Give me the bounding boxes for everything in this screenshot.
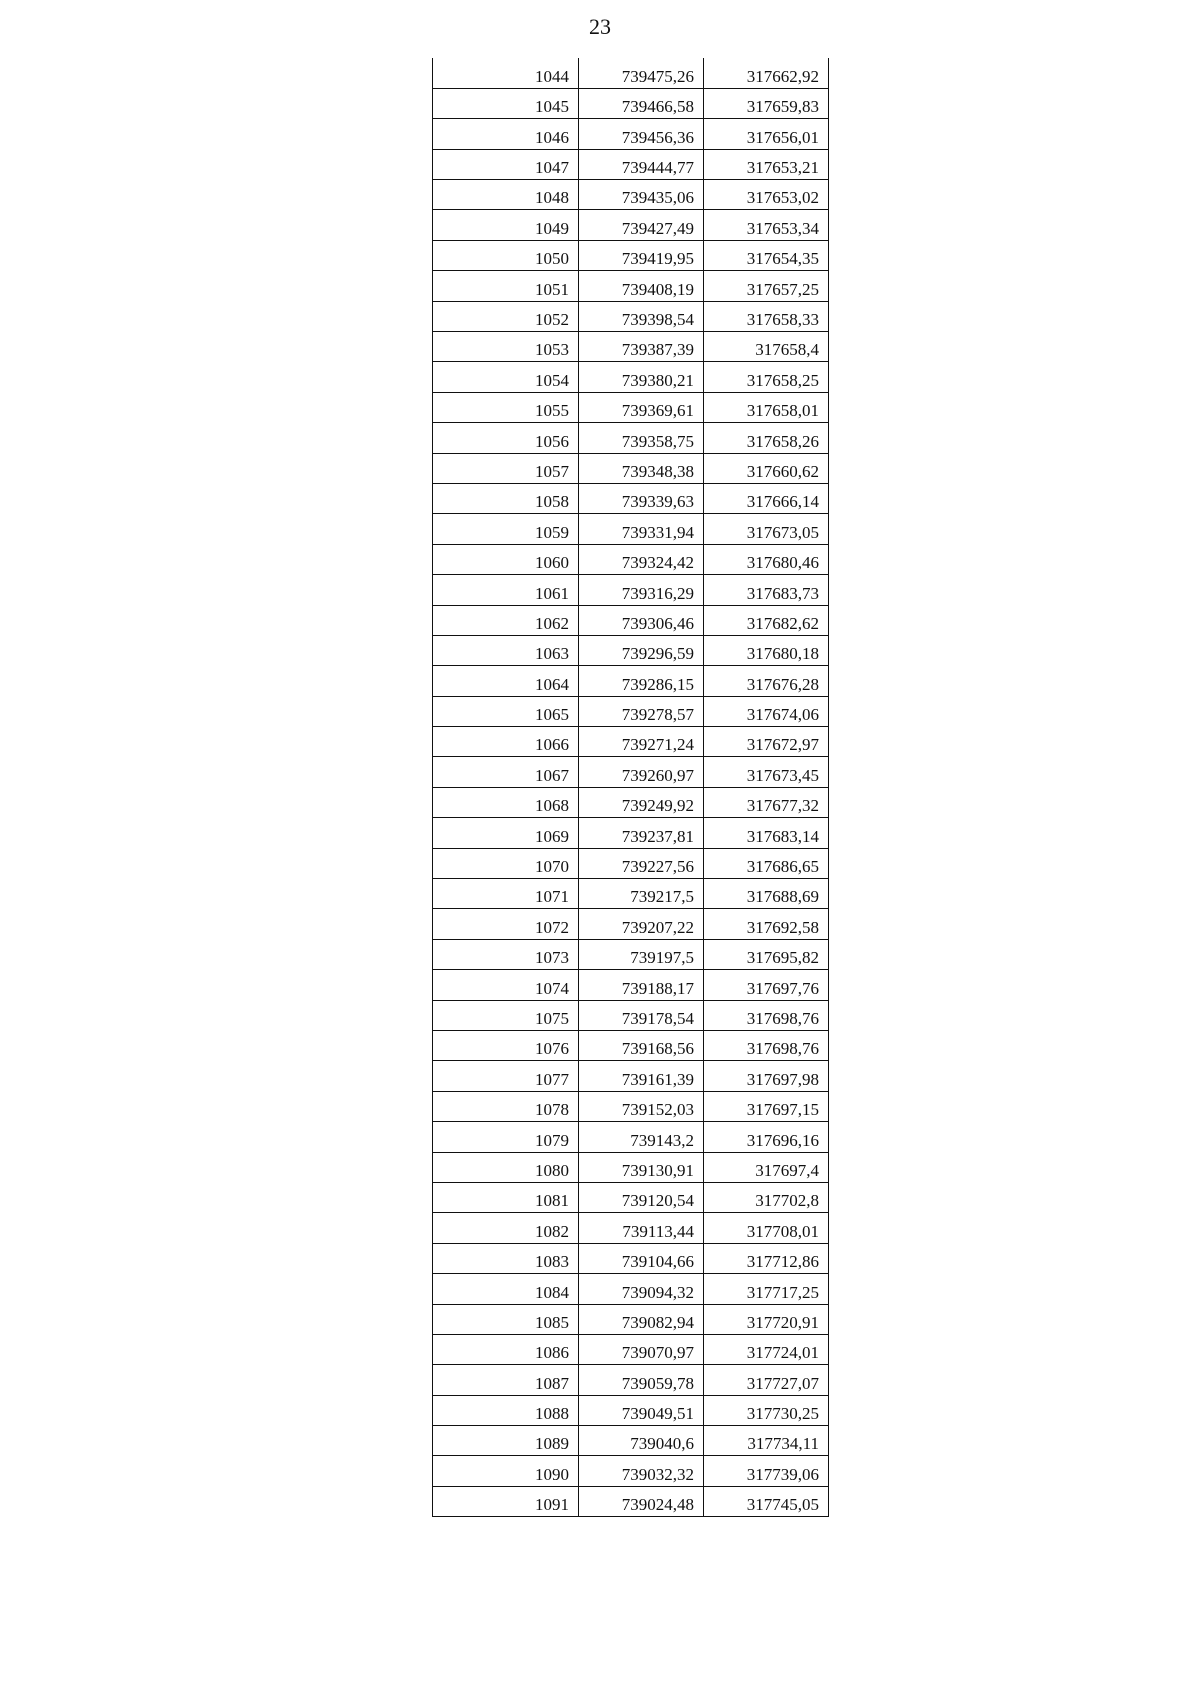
table-row <box>433 453 829 483</box>
point-number-cell: 1046 <box>433 119 579 149</box>
x-coordinate-cell: 739398,54 <box>579 301 704 331</box>
x-coordinate-cell: 739339,63 <box>579 483 704 513</box>
point-number-cell: 1054 <box>433 362 579 392</box>
point-number-cell: 1079 <box>433 1122 579 1152</box>
y-coordinate-cell: 317682,62 <box>704 605 829 635</box>
y-coordinate-cell: 317672,97 <box>704 727 829 757</box>
x-coordinate-cell: 739161,39 <box>579 1061 704 1091</box>
table-row <box>433 939 829 969</box>
y-coordinate-cell: 317659,83 <box>704 88 829 118</box>
x-coordinate-cell: 739059,78 <box>579 1365 704 1395</box>
y-coordinate-cell: 317697,4 <box>704 1152 829 1182</box>
point-number-cell: 1066 <box>433 727 579 757</box>
point-number-cell: 1074 <box>433 970 579 1000</box>
x-coordinate-cell: 739466,58 <box>579 88 704 118</box>
y-coordinate-cell: 317653,02 <box>704 180 829 210</box>
y-coordinate-cell: 317680,18 <box>704 635 829 665</box>
y-coordinate-cell: 317658,25 <box>704 362 829 392</box>
x-coordinate-cell: 739237,81 <box>579 818 704 848</box>
y-coordinate-cell: 317695,82 <box>704 939 829 969</box>
y-coordinate-cell: 317698,76 <box>704 1031 829 1061</box>
table-row <box>433 240 829 270</box>
point-number-cell: 1062 <box>433 605 579 635</box>
point-number-cell: 1052 <box>433 301 579 331</box>
x-coordinate-cell: 739197,5 <box>579 939 704 969</box>
y-coordinate-cell: 317654,35 <box>704 240 829 270</box>
y-coordinate-cell: 317698,76 <box>704 1000 829 1030</box>
point-number-cell: 1068 <box>433 787 579 817</box>
table-row <box>433 58 829 88</box>
point-number-cell: 1049 <box>433 210 579 240</box>
table-row <box>433 909 829 939</box>
y-coordinate-cell: 317658,26 <box>704 423 829 453</box>
y-coordinate-cell: 317727,07 <box>704 1365 829 1395</box>
table-row <box>433 1091 829 1121</box>
y-coordinate-cell: 317686,65 <box>704 848 829 878</box>
table-row <box>433 392 829 422</box>
y-coordinate-cell: 317697,15 <box>704 1091 829 1121</box>
point-number-cell: 1078 <box>433 1091 579 1121</box>
y-coordinate-cell: 317720,91 <box>704 1304 829 1334</box>
y-coordinate-cell: 317673,45 <box>704 757 829 787</box>
x-coordinate-cell: 739113,44 <box>579 1213 704 1243</box>
y-coordinate-cell: 317662,92 <box>704 58 829 88</box>
table-row <box>433 180 829 210</box>
point-number-cell: 1051 <box>433 271 579 301</box>
x-coordinate-cell: 739306,46 <box>579 605 704 635</box>
x-coordinate-cell: 739369,61 <box>579 392 704 422</box>
table-row <box>433 1304 829 1334</box>
point-number-cell: 1087 <box>433 1365 579 1395</box>
x-coordinate-cell: 739435,06 <box>579 180 704 210</box>
x-coordinate-cell: 739271,24 <box>579 727 704 757</box>
table-row <box>433 848 829 878</box>
y-coordinate-cell: 317702,8 <box>704 1182 829 1212</box>
point-number-cell: 1076 <box>433 1031 579 1061</box>
x-coordinate-cell: 739316,29 <box>579 575 704 605</box>
point-number-cell: 1065 <box>433 696 579 726</box>
y-coordinate-cell: 317680,46 <box>704 544 829 574</box>
table-row <box>433 423 829 453</box>
x-coordinate-cell: 739331,94 <box>579 514 704 544</box>
x-coordinate-cell: 739348,38 <box>579 453 704 483</box>
table-row <box>433 483 829 513</box>
point-number-cell: 1081 <box>433 1182 579 1212</box>
y-coordinate-cell: 317688,69 <box>704 879 829 909</box>
y-coordinate-cell: 317676,28 <box>704 666 829 696</box>
point-number-cell: 1044 <box>433 58 579 88</box>
point-number-cell: 1090 <box>433 1456 579 1486</box>
y-coordinate-cell: 317724,01 <box>704 1334 829 1364</box>
x-coordinate-cell: 739427,49 <box>579 210 704 240</box>
table-row <box>433 1213 829 1243</box>
point-number-cell: 1084 <box>433 1274 579 1304</box>
x-coordinate-cell: 739130,91 <box>579 1152 704 1182</box>
x-coordinate-cell: 739444,77 <box>579 149 704 179</box>
y-coordinate-cell: 317658,33 <box>704 301 829 331</box>
table-row <box>433 1486 829 1516</box>
point-number-cell: 1061 <box>433 575 579 605</box>
table-row <box>433 1182 829 1212</box>
coordinates-table-container <box>432 58 828 1517</box>
y-coordinate-cell: 317745,05 <box>704 1486 829 1516</box>
point-number-cell: 1080 <box>433 1152 579 1182</box>
x-coordinate-cell: 739278,57 <box>579 696 704 726</box>
y-coordinate-cell: 317660,62 <box>704 453 829 483</box>
x-coordinate-cell: 739296,59 <box>579 635 704 665</box>
point-number-cell: 1048 <box>433 180 579 210</box>
table-row <box>433 271 829 301</box>
point-number-cell: 1077 <box>433 1061 579 1091</box>
table-row <box>433 757 829 787</box>
x-coordinate-cell: 739207,22 <box>579 909 704 939</box>
x-coordinate-cell: 739040,6 <box>579 1426 704 1456</box>
point-number-cell: 1059 <box>433 514 579 544</box>
table-row <box>433 696 829 726</box>
y-coordinate-cell: 317683,14 <box>704 818 829 848</box>
y-coordinate-cell: 317683,73 <box>704 575 829 605</box>
table-row <box>433 88 829 118</box>
x-coordinate-cell: 739120,54 <box>579 1182 704 1212</box>
point-number-cell: 1047 <box>433 149 579 179</box>
x-coordinate-cell: 739217,5 <box>579 879 704 909</box>
x-coordinate-cell: 739227,56 <box>579 848 704 878</box>
x-coordinate-cell: 739104,66 <box>579 1243 704 1273</box>
x-coordinate-cell: 739152,03 <box>579 1091 704 1121</box>
point-number-cell: 1056 <box>433 423 579 453</box>
point-number-cell: 1088 <box>433 1395 579 1425</box>
y-coordinate-cell: 317677,32 <box>704 787 829 817</box>
y-coordinate-cell: 317657,25 <box>704 271 829 301</box>
y-coordinate-cell: 317734,11 <box>704 1426 829 1456</box>
y-coordinate-cell: 317692,58 <box>704 909 829 939</box>
coordinates-table <box>432 58 829 1517</box>
table-row <box>433 970 829 1000</box>
x-coordinate-cell: 739456,36 <box>579 119 704 149</box>
y-coordinate-cell: 317697,76 <box>704 970 829 1000</box>
x-coordinate-cell: 739419,95 <box>579 240 704 270</box>
point-number-cell: 1086 <box>433 1334 579 1364</box>
table-row <box>433 666 829 696</box>
point-number-cell: 1091 <box>433 1486 579 1516</box>
table-row <box>433 1152 829 1182</box>
table-row <box>433 119 829 149</box>
y-coordinate-cell: 317658,01 <box>704 392 829 422</box>
y-coordinate-cell: 317673,05 <box>704 514 829 544</box>
x-coordinate-cell: 739082,94 <box>579 1304 704 1334</box>
table-row <box>433 818 829 848</box>
y-coordinate-cell: 317653,34 <box>704 210 829 240</box>
point-number-cell: 1064 <box>433 666 579 696</box>
x-coordinate-cell: 739380,21 <box>579 362 704 392</box>
point-number-cell: 1057 <box>433 453 579 483</box>
y-coordinate-cell: 317730,25 <box>704 1395 829 1425</box>
x-coordinate-cell: 739260,97 <box>579 757 704 787</box>
x-coordinate-cell: 739387,39 <box>579 332 704 362</box>
y-coordinate-cell: 317674,06 <box>704 696 829 726</box>
point-number-cell: 1063 <box>433 635 579 665</box>
point-number-cell: 1070 <box>433 848 579 878</box>
table-row <box>433 544 829 574</box>
point-number-cell: 1045 <box>433 88 579 118</box>
point-number-cell: 1082 <box>433 1213 579 1243</box>
point-number-cell: 1083 <box>433 1243 579 1273</box>
table-row <box>433 575 829 605</box>
x-coordinate-cell: 739070,97 <box>579 1334 704 1364</box>
y-coordinate-cell: 317739,06 <box>704 1456 829 1486</box>
x-coordinate-cell: 739358,75 <box>579 423 704 453</box>
point-number-cell: 1072 <box>433 909 579 939</box>
table-row <box>433 1334 829 1364</box>
x-coordinate-cell: 739249,92 <box>579 787 704 817</box>
x-coordinate-cell: 739475,26 <box>579 58 704 88</box>
y-coordinate-cell: 317697,98 <box>704 1061 829 1091</box>
y-coordinate-cell: 317653,21 <box>704 149 829 179</box>
x-coordinate-cell: 739049,51 <box>579 1395 704 1425</box>
y-coordinate-cell: 317712,86 <box>704 1243 829 1273</box>
coordinates-table-body <box>433 58 829 1517</box>
table-row <box>433 1365 829 1395</box>
x-coordinate-cell: 739188,17 <box>579 970 704 1000</box>
table-row <box>433 1122 829 1152</box>
table-row <box>433 1031 829 1061</box>
table-row <box>433 1061 829 1091</box>
x-coordinate-cell: 739094,32 <box>579 1274 704 1304</box>
point-number-cell: 1089 <box>433 1426 579 1456</box>
table-row <box>433 362 829 392</box>
point-number-cell: 1053 <box>433 332 579 362</box>
x-coordinate-cell: 739286,15 <box>579 666 704 696</box>
x-coordinate-cell: 739178,54 <box>579 1000 704 1030</box>
x-coordinate-cell: 739324,42 <box>579 544 704 574</box>
table-row <box>433 301 829 331</box>
point-number-cell: 1058 <box>433 483 579 513</box>
y-coordinate-cell: 317717,25 <box>704 1274 829 1304</box>
x-coordinate-cell: 739143,2 <box>579 1122 704 1152</box>
y-coordinate-cell: 317656,01 <box>704 119 829 149</box>
x-coordinate-cell: 739024,48 <box>579 1486 704 1516</box>
y-coordinate-cell: 317696,16 <box>704 1122 829 1152</box>
point-number-cell: 1060 <box>433 544 579 574</box>
point-number-cell: 1067 <box>433 757 579 787</box>
y-coordinate-cell: 317708,01 <box>704 1213 829 1243</box>
table-row <box>433 787 829 817</box>
x-coordinate-cell: 739032,32 <box>579 1456 704 1486</box>
point-number-cell: 1073 <box>433 939 579 969</box>
table-row <box>433 514 829 544</box>
point-number-cell: 1050 <box>433 240 579 270</box>
table-row <box>433 1243 829 1273</box>
table-row <box>433 727 829 757</box>
x-coordinate-cell: 739168,56 <box>579 1031 704 1061</box>
table-row <box>433 1426 829 1456</box>
point-number-cell: 1071 <box>433 879 579 909</box>
table-row <box>433 1000 829 1030</box>
point-number-cell: 1055 <box>433 392 579 422</box>
table-row <box>433 879 829 909</box>
table-row <box>433 1274 829 1304</box>
x-coordinate-cell: 739408,19 <box>579 271 704 301</box>
table-row <box>433 332 829 362</box>
point-number-cell: 1075 <box>433 1000 579 1030</box>
y-coordinate-cell: 317658,4 <box>704 332 829 362</box>
table-row <box>433 1456 829 1486</box>
table-row <box>433 149 829 179</box>
point-number-cell: 1069 <box>433 818 579 848</box>
point-number-cell: 1085 <box>433 1304 579 1334</box>
table-row <box>433 210 829 240</box>
y-coordinate-cell: 317666,14 <box>704 483 829 513</box>
table-row <box>433 1395 829 1425</box>
table-row <box>433 635 829 665</box>
page-number: 23 <box>589 14 611 39</box>
table-row <box>433 605 829 635</box>
